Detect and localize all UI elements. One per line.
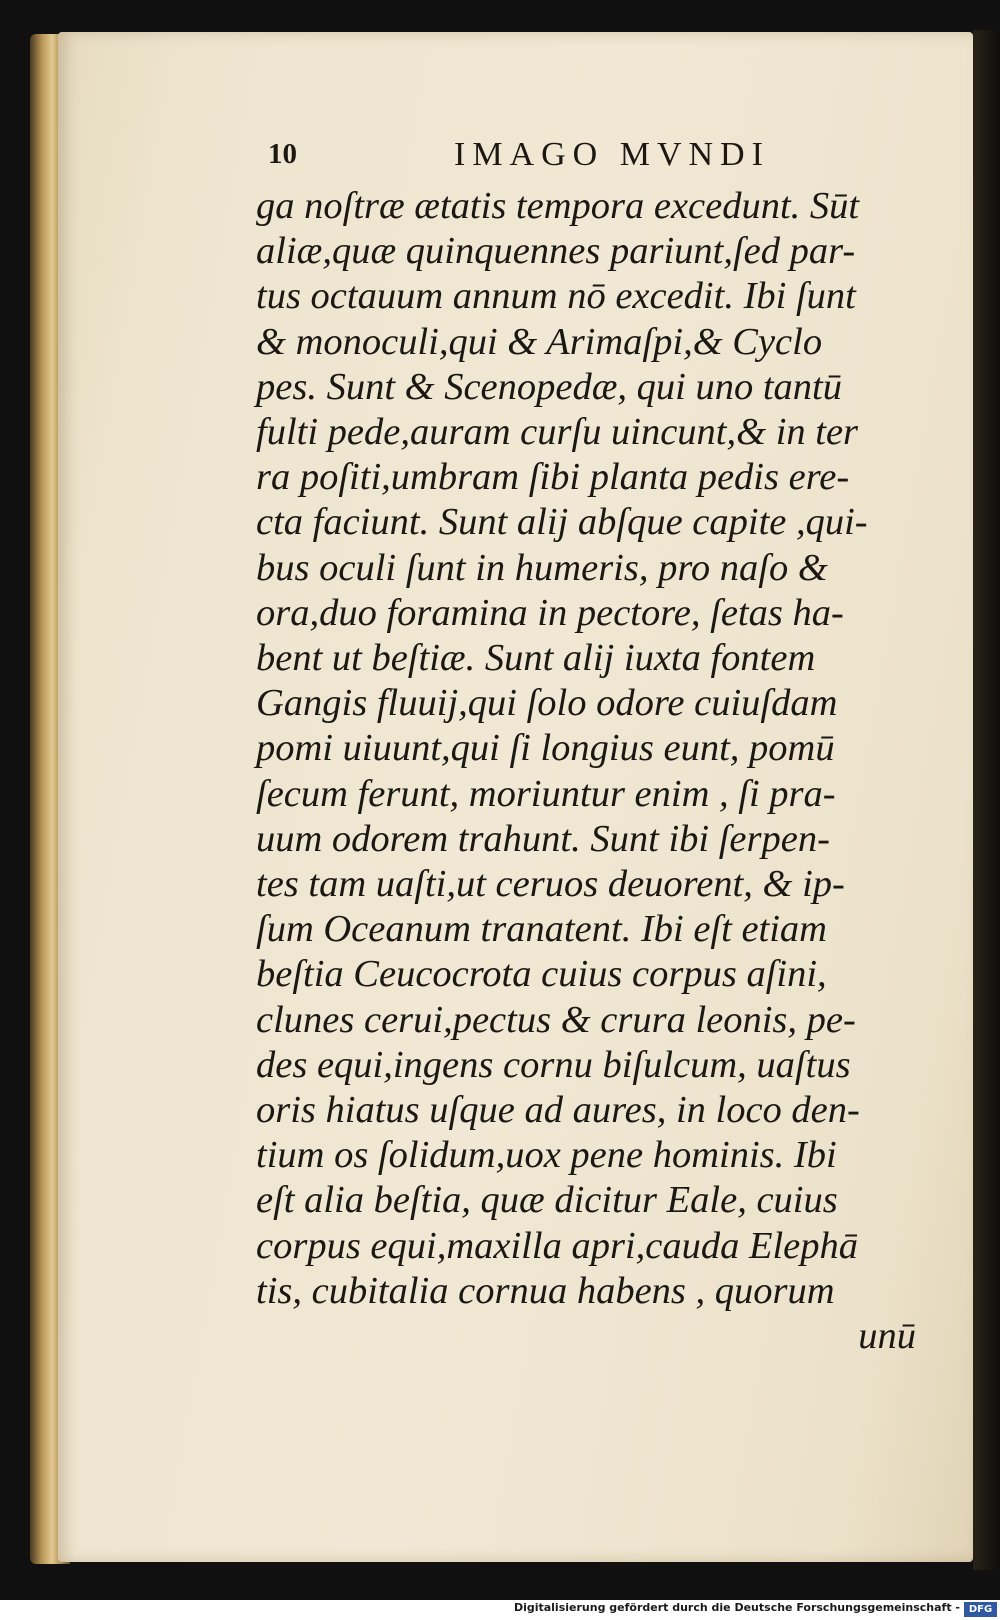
text-line: bent ut beſtiæ. Sunt alij iuxta fontem [256,637,816,680]
text-line: bus oculi ſunt in humeris, pro naſo & [256,546,828,589]
body-text [256,184,946,1359]
digitization-footer [0,1600,1000,1620]
text-line: clunes cerui,pectus & crura leonis, pe- [256,998,856,1041]
text-line: eſt alia beſtia, quæ dicitur Eale, cuius [256,1179,838,1222]
text-line: Gangis fluuij,qui ſolo odore cuiuſdam [256,682,838,725]
text-line: & monoculi,qui & Arimaſpi,& Cyclo [256,320,823,363]
running-title: IMAGO MVNDI [454,136,770,173]
text-line: tes tam uaſti,ut ceruos deuorent, & ip- [256,863,845,906]
page-header [268,136,828,182]
book-binding-shadow [973,30,1000,1570]
text-line: ga noſtræ ætatis tempora excedunt. Sūt [256,185,860,227]
text-line: pomi uiuunt,qui ſi longius eunt, pomū [256,727,835,770]
text-line: tium os ſolidum,uox pene hominis. Ibi [256,1134,837,1177]
text-line: uum odorem trahunt. Sunt ibi ſerpen- [256,817,830,860]
text-line: oris hiatus uſque ad aures, in loco den- [256,1089,860,1132]
text-line: corpus equi,maxilla apri,cauda Elephā [256,1224,859,1267]
catchword: unū [858,1315,916,1358]
text-line: ſum Oceanum tranatent. Ibi eſt etiam [256,908,827,951]
text-line: ſecum ferunt, moriuntur enim , ſi pra- [256,772,836,815]
text-line: fulti pede,auram curſu uincunt,& in ter [256,411,859,454]
funding-credit: Digitalisierung gefördert durch die Deutsche Forschungsgemeinschaft - [513,1601,960,1614]
page-number: 10 [268,138,297,170]
text-line: beſtia Ceucocrota cuius corpus aſini, [256,953,827,996]
dfg-logo: DFG [964,1602,997,1617]
text-line: tis, cubitalia cornua habens , quorum [256,1269,835,1312]
text-line: aliæ,quæ quinquennes pariunt,ſed par- [256,230,856,273]
text-line: ora,duo foramina in pectore, ſetas ha- [256,591,844,634]
text-line: tus octauum annum nō excedit. Ibi ſunt [256,275,856,318]
text-line: cta faciunt. Sunt alij abſque capite ,qui- [256,501,868,544]
text-line: pes. Sunt & Scenopedæ, qui uno tantū [256,365,842,408]
text-line: des equi,ingens cornu biſulcum, uaſtus [256,1043,851,1086]
text-line: ra poſiti,umbram ſibi planta pedis ere- [256,456,850,499]
